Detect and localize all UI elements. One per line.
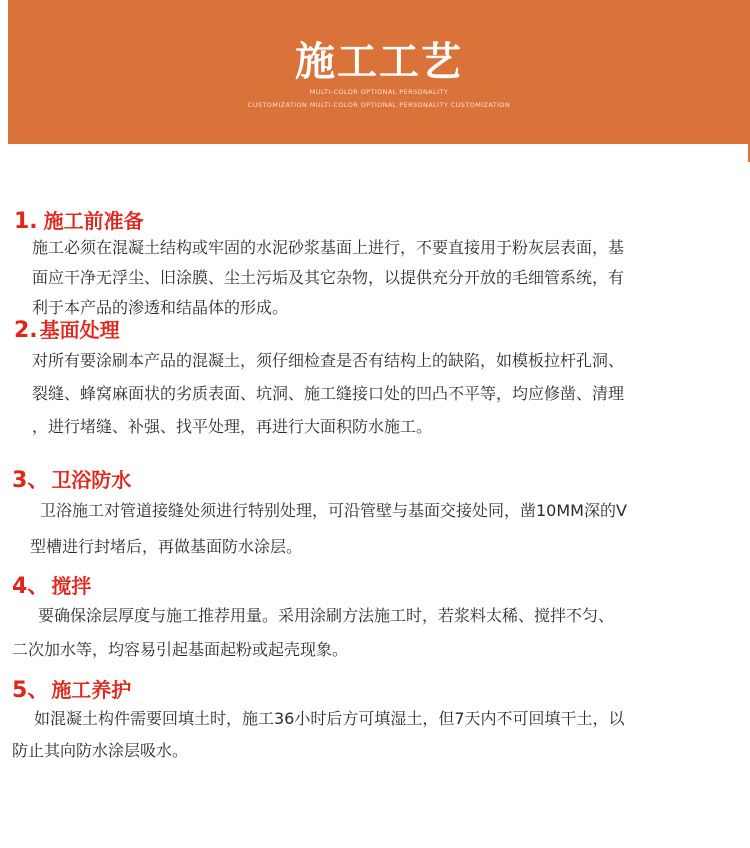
section-title: 施工前准备 — [43, 209, 144, 233]
header-banner — [8, 0, 750, 144]
section-heading — [0, 673, 740, 703]
body-line: 裂缝、蜂窝麻面状的劣质表面、坑洞、施工缝接口处的凹凸不平等，均应修凿、清理 — [32, 384, 625, 403]
section-heading — [0, 205, 740, 233]
section-heading — [0, 463, 740, 493]
section-number: 2. — [14, 318, 38, 343]
section-number: 3、 — [12, 468, 50, 493]
page-title: 施工工艺 — [295, 39, 463, 85]
body-line: ，进行堵缝、补强、找平处理，再进行大面积防水施工。 — [32, 417, 433, 436]
section-body — [0, 703, 740, 767]
section-preparation — [0, 205, 740, 323]
section-heading — [0, 569, 740, 599]
section-body — [0, 344, 740, 443]
body-line: 如混凝土构件需要回填土时，施工36小时后方可填湿土，但7天内不可回填干土，以 — [34, 709, 625, 728]
banner-subtitle-2: CUSTOMIZATION MULTI-COLOR OPTIONAL PERSONALITY CUSTOMIZATION — [247, 101, 511, 109]
section-title: 施工养护 — [51, 678, 132, 702]
body-line: 施工必须在混凝土结构或牢固的水泥砂浆基面上进行，不要直接用于粉灰层表面，基 — [32, 238, 625, 257]
body-line: 二次加水等，均容易引起基面起粉或起壳现象。 — [12, 640, 349, 659]
body-line: 要确保涂层厚度与施工推荐用量。采用涂刷方法施工时，若浆料太稀、搅拌不匀、 — [38, 606, 615, 625]
banner-subtitle-1: MULTI-COLOR OPTIONAL PERSONALITY — [309, 88, 449, 96]
body-line: 利于本产品的渗透和结晶体的形成。 — [32, 298, 289, 317]
section-surface-treatment — [0, 314, 740, 443]
section-bathroom-waterproofing — [0, 463, 740, 565]
body-line: 对所有要涂刷本产品的混凝土，须仔细检查是否有结构上的缺陷，如模板拉杆孔洞、 — [32, 351, 625, 370]
body-line: 型槽进行封堵后，再做基面防水涂层。 — [30, 537, 303, 556]
body-line: 面应干净无浮尘、旧涂膜、尘土污垢及其它杂物，以提供充分开放的毛细管系统，有 — [32, 268, 625, 287]
section-curing — [0, 673, 740, 767]
section-body — [0, 233, 740, 323]
section-body — [0, 493, 740, 565]
body-line: 防止其向防水涂层吸水。 — [12, 741, 189, 760]
section-title: 卫浴防水 — [51, 468, 132, 492]
section-number: 1. — [14, 209, 38, 234]
section-title: 基面处理 — [39, 318, 120, 342]
section-number: 4、 — [12, 574, 50, 599]
section-title: 搅拌 — [51, 574, 92, 598]
body-line: 卫浴施工对管道接缝处须进行特别处理，可沿管壁与基面交接处同，凿10MM深的V — [40, 501, 627, 520]
section-mixing — [0, 569, 740, 667]
section-body — [0, 599, 740, 667]
section-heading — [0, 314, 740, 344]
section-number: 5、 — [12, 678, 50, 703]
